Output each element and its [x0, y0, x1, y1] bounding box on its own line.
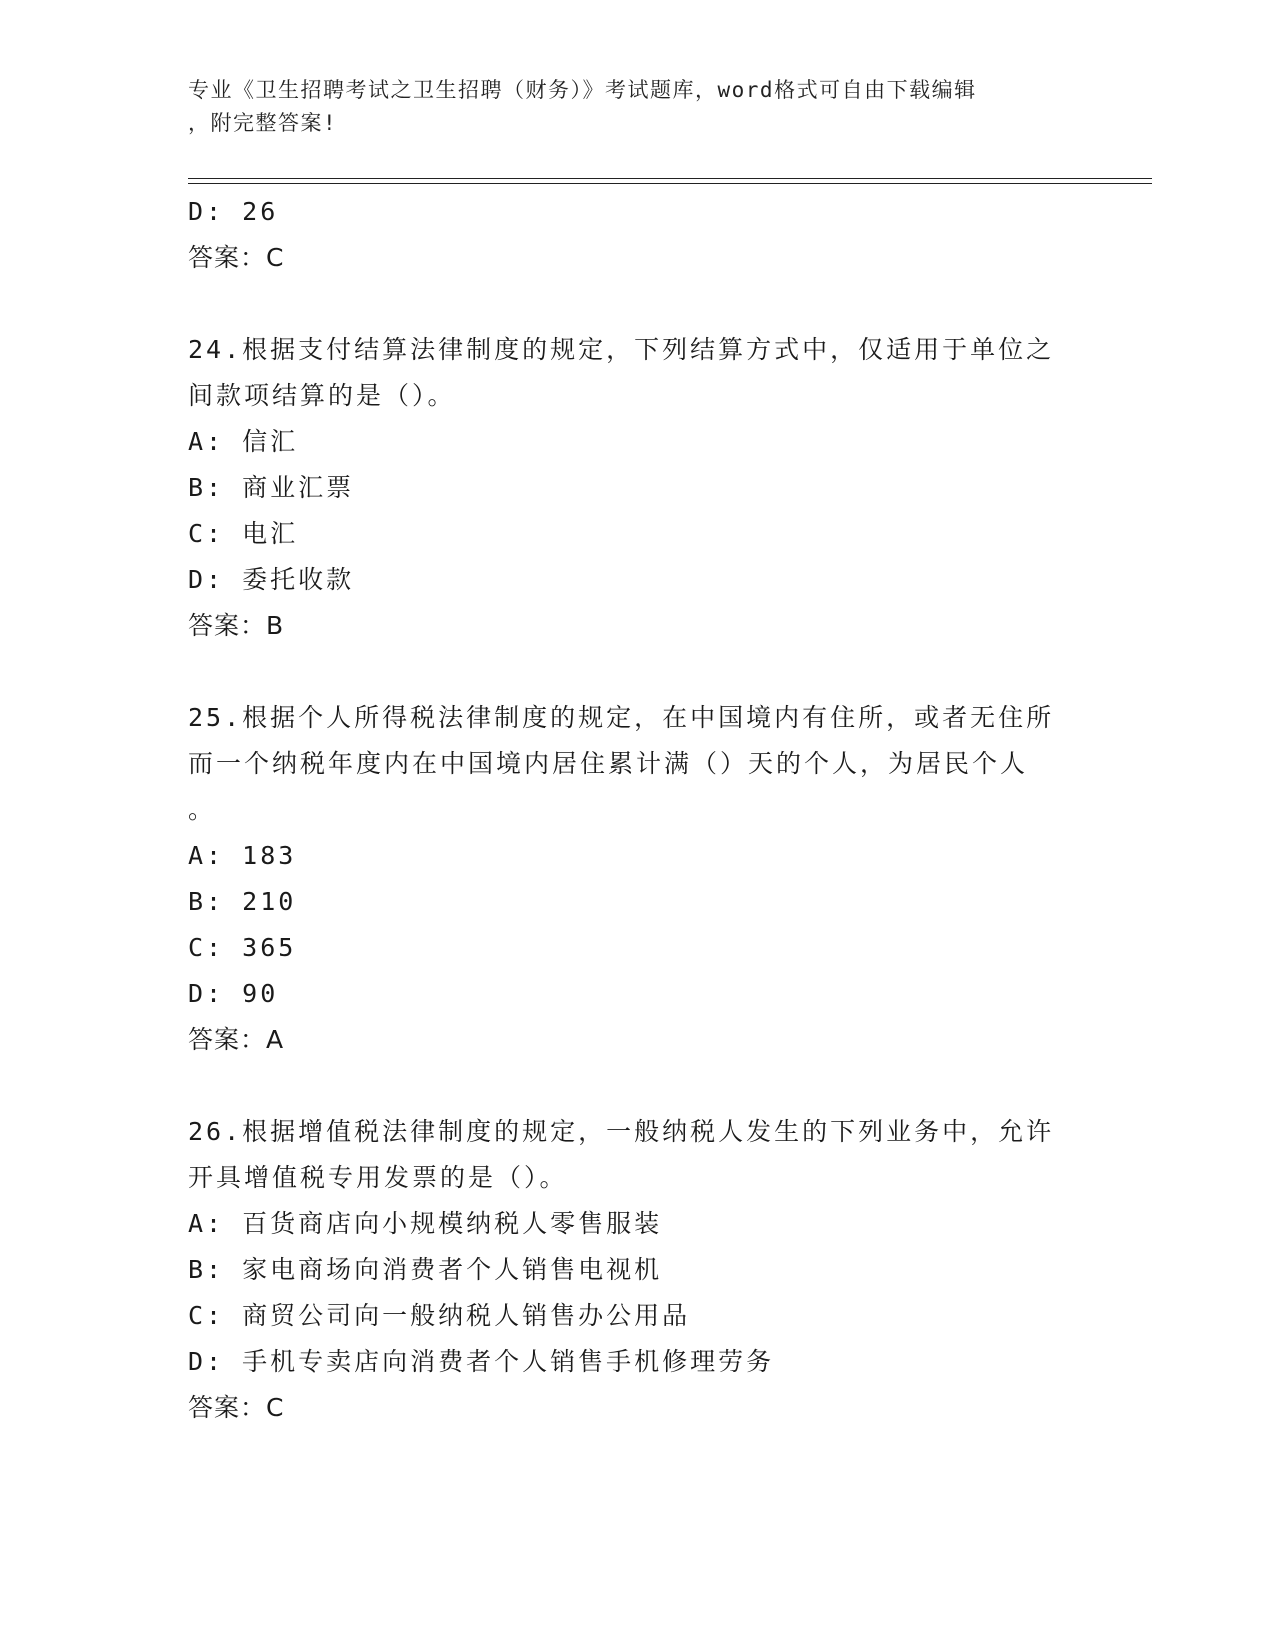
question-26-answer: 答案：C: [188, 1393, 285, 1422]
question-25-option-b: B: 210: [188, 887, 297, 916]
question-25-answer: 答案：A: [188, 1025, 285, 1054]
question-26-text-line-2: 开具增值税专用发票的是（）。: [188, 1163, 568, 1192]
question-24-text-line-1: 24.根据支付结算法律制度的规定，下列结算方式中，仅适用于单位之: [188, 335, 1055, 364]
question-26: [188, 1109, 1088, 1431]
question-25-text-line-3: 。: [188, 795, 217, 824]
question-25: [188, 695, 1088, 1063]
question-26-option-d: D: 手机专卖店向消费者个人销售手机修理劳务: [188, 1347, 775, 1376]
prev-answer: 答案：C: [188, 243, 285, 272]
question-26-option-b: B: 家电商场向消费者个人销售电视机: [188, 1255, 663, 1284]
spacer: [188, 1063, 1088, 1109]
question-25-text-line-2: 而一个纳税年度内在中国境内居住累计满（）天的个人，为居民个人: [188, 749, 1029, 778]
question-26-option-a: A: 百货商店向小规模纳税人零售服装: [188, 1209, 663, 1238]
question-25-option-a: A: 183: [188, 841, 297, 870]
header-divider-bottom: [188, 183, 1152, 184]
page-header: [188, 74, 1088, 140]
question-25-option-d: D: 90: [188, 979, 279, 1008]
question-24-option-d: D: 委托收款: [188, 565, 355, 594]
question-list: [188, 189, 1088, 1431]
question-26-option-c: C: 商贸公司向一般纳税人销售办公用品: [188, 1301, 691, 1330]
question-24-option-a: A: 信汇: [188, 427, 299, 456]
spacer: [188, 649, 1088, 695]
question-24: [188, 327, 1088, 649]
header-line-2: ，附完整答案!: [188, 111, 338, 135]
question-24-answer: 答案：B: [188, 611, 285, 640]
header-line-1: 专业《卫生招聘考试之卫生招聘（财务）》考试题库，word格式可自由下载编辑: [188, 78, 977, 102]
spacer: [188, 281, 1088, 327]
prev-option-d: D: 26: [188, 197, 279, 226]
question-26-text-line-1: 26.根据增值税法律制度的规定，一般纳税人发生的下列业务中，允许: [188, 1117, 1055, 1146]
question-25-option-c: C: 365: [188, 933, 297, 962]
question-24-option-c: C: 电汇: [188, 519, 299, 548]
question-24-text-line-2: 间款项结算的是（）。: [188, 381, 456, 410]
header-divider-top: [188, 178, 1152, 179]
question-24-option-b: B: 商业汇票: [188, 473, 355, 502]
question-25-text-line-1: 25.根据个人所得税法律制度的规定，在中国境内有住所，或者无住所: [188, 703, 1055, 732]
